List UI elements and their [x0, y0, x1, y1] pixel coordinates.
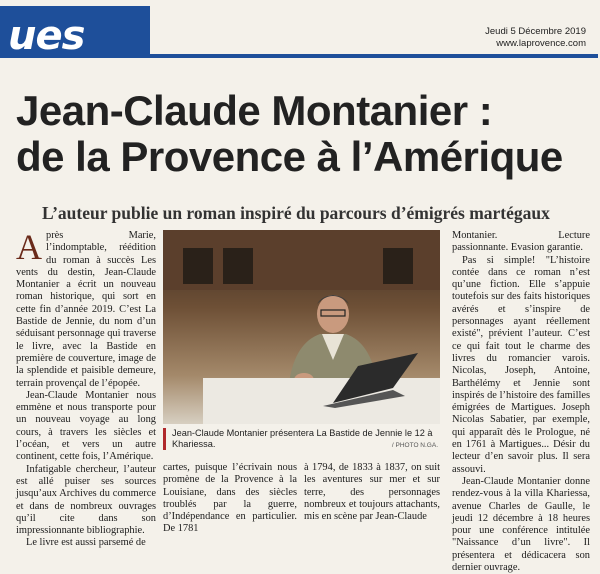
article-column-2	[163, 462, 297, 536]
photo-credit: / PHOTO N.GA.	[391, 442, 438, 449]
drop-cap: A	[16, 227, 42, 267]
masthead-dateline	[485, 26, 586, 50]
site-url: www.laprovence.com	[496, 38, 586, 49]
paragraph: Montanier. Lecture passionnante. Evasion garantie.	[452, 230, 590, 254]
photo-window	[383, 248, 413, 284]
masthead-rule	[150, 54, 598, 58]
paragraph: Jean-Claude Montanier nous emmène et nous transporte pour un nouveau voyage au long cours, à travers les siècles et l’océan, et vers un autre continent, cette fois, l’Amérique.	[16, 389, 156, 463]
article-column-4	[452, 230, 590, 574]
issue-date: Jeudi 5 Décembre 2019	[485, 26, 586, 37]
section-name: ues	[8, 13, 85, 59]
paragraph: à 1794, de 1833 à 1837, on suit les aventures sur mer et sur terre, des personnages nombreux et toujours attachants, mis en scène par Jean-Claude	[304, 462, 440, 523]
article-photo	[163, 230, 440, 424]
lead-text: près Marie, l’indomptable, réédition du roman à succès Les vents du destin, Jean-Claude Montanier a écrit un nouveau roman historique, qui sort en cette fin d’année 2019. C’est La Bastide de Jennie, du nom d’un séduisant personnage qui traverse le livre, avec la Bastide en première de couverture, image de la splendide et paisible demeure, terrain provençal de l’épopée.	[16, 230, 156, 389]
headline-line-2: de la Provence à l’Amérique	[16, 133, 563, 180]
article-standfirst: L’auteur publie un roman inspiré du parcours d’émigrés martégaux	[42, 203, 550, 223]
caption-bar	[163, 428, 166, 450]
article-column-1	[16, 227, 156, 550]
laptop	[323, 348, 423, 408]
paragraph: Infatigable chercheur, l’auteur est allé puiser ses sources jusqu’aux Archives du commerce et dans de nombreux ouvrages qu’il cite dans son impressionnante bibliographie.	[16, 463, 156, 537]
paragraph: Jean-Claude Montanier donne rendez-vous à la villa Khariessa, avenue Charles de Gaulle, le jeudi 12 décembre à 18 heures pour une conférence intitulée "Naissance d’un livre". Il présentera et dédicacera son dernier ouvrage.	[452, 475, 590, 574]
paragraph: Le livre est aussi parsemé de	[26, 537, 146, 549]
paragraph: Pas si simple! "L’histoire contée dans ce roman n’est qu’une fiction. Elle s’appuie toutefois sur des faits historiques avérés et s’inspire de personnages ayant réellement existé", prévient l’auteur. C’est ce qui fait tout le charme des livres du romancier varois. Nicolas, Joseph, Antoine, Barthélémy et Jennie sont inspirés de l’histoire des familles émigrées de Martigues. Joseph Nicolas Sabatier, par exemple, qui apparaît dès le Prologue, né en 1761 à Martigues... Désir du lecteur d’en savoir plus. Il sera assouvi.	[452, 254, 590, 475]
headline-line-1: Jean-Claude Montanier :	[16, 87, 493, 134]
lead-paragraph	[16, 227, 156, 390]
paragraph: cartes, puisque l’écrivain nous promène de la Provence à la Louisiane, dans des siècles troublés par la guerre, d’Indépendance en particulier. De 1781	[163, 462, 297, 535]
article-column-3	[304, 462, 440, 523]
caption-text: Jean-Claude Montanier présentera La Bastide de Jennie le 12 à Khariessa.	[172, 428, 433, 449]
photo-caption	[163, 428, 440, 450]
photo-window	[183, 248, 213, 284]
article-headline	[16, 88, 588, 180]
section-tab	[0, 6, 150, 58]
photo-window	[223, 248, 253, 284]
